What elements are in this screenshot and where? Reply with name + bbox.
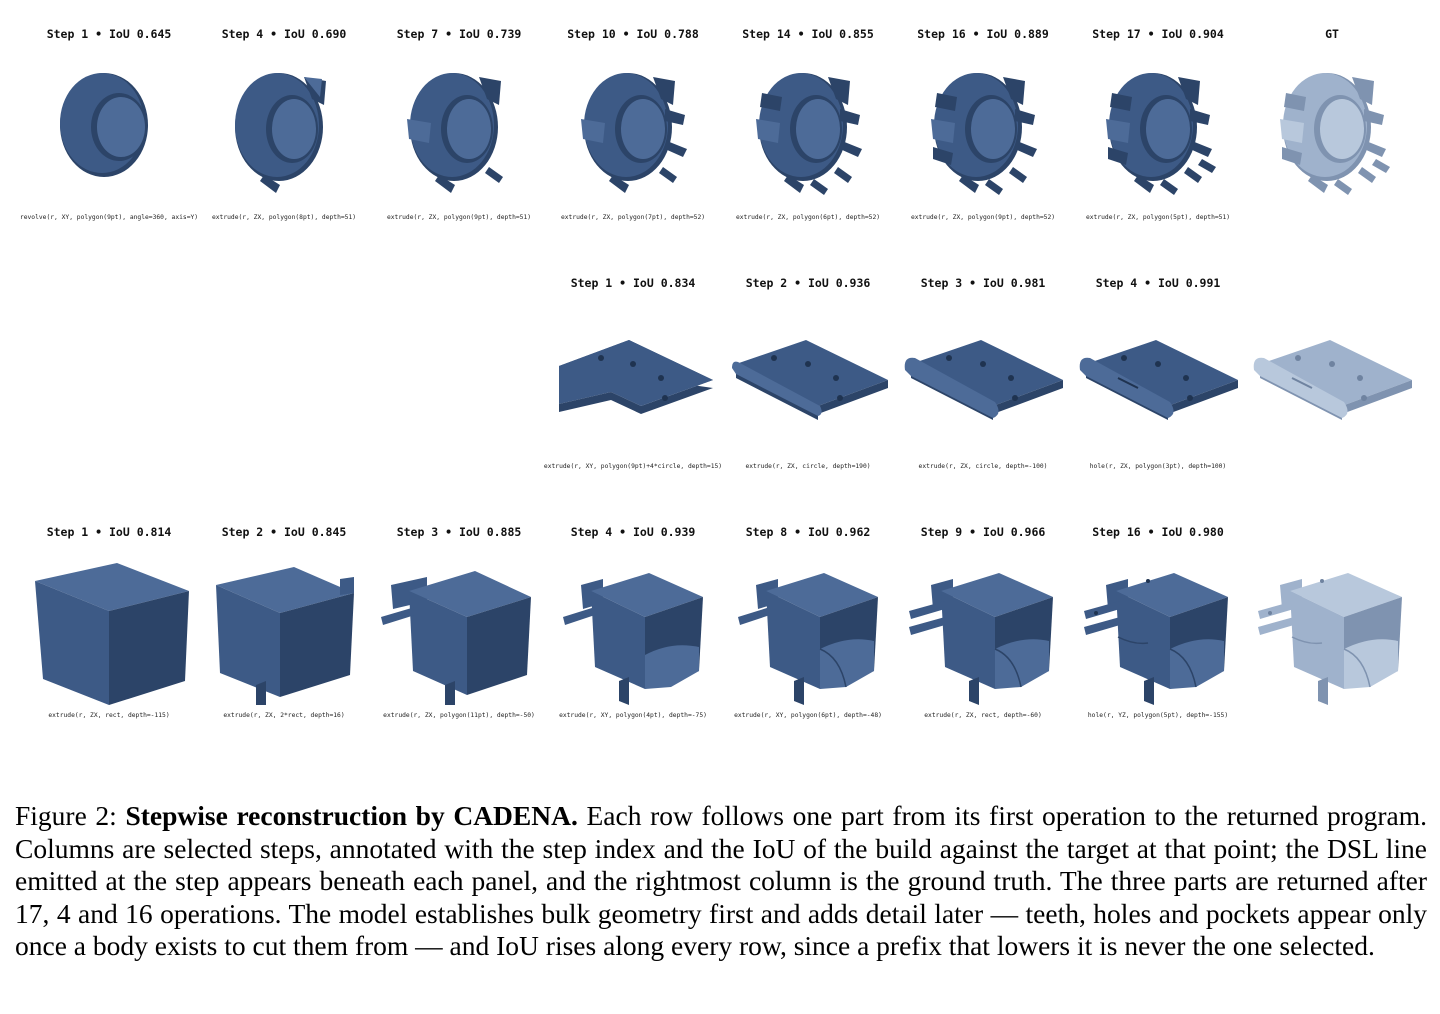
panel-code: extrude(r, ZX, polygon(11pt), depth=-50) <box>383 712 535 719</box>
panel-title: Step 16 • IoU 0.980 <box>1092 525 1224 539</box>
panel-code: extrude(r, ZX, polygon(7pt), depth=52) <box>560 214 706 221</box>
render-image <box>204 545 364 705</box>
render-image <box>903 47 1063 207</box>
panel-code: extrude(r, ZX, polygon(5pt), depth=51) <box>1085 214 1231 221</box>
panel-title: Step 4 • IoU 0.991 <box>1095 276 1221 290</box>
panel-r3-c5 <box>721 525 895 725</box>
panel-r3-c1 <box>22 525 196 725</box>
panel-r2-c3 <box>896 276 1070 476</box>
panel-r3-c6 <box>896 525 1070 725</box>
panel-code: extrude(r, ZX, polygon(9pt), depth=52) <box>910 214 1056 221</box>
ground-truth-image <box>1252 47 1412 207</box>
caption-title: Stepwise reconstruction by CADENA. <box>125 800 578 831</box>
panel-r1-c3 <box>372 27 546 227</box>
panel-r3-c2 <box>197 525 371 725</box>
panel-title: Step 7 • IoU 0.739 <box>396 27 522 41</box>
panel-code: extrude(r, ZX, polygon(8pt), depth=51) <box>211 214 357 221</box>
render-image <box>379 47 539 207</box>
panel-title: Step 16 • IoU 0.889 <box>917 27 1049 41</box>
panel-r1-c6 <box>896 27 1070 227</box>
render-image <box>553 47 713 207</box>
render-image <box>379 545 539 705</box>
panel-code: extrude(r, XY, polygon(4pt), depth=-75) <box>559 712 707 719</box>
render-image <box>728 296 888 456</box>
panel-title: Step 2 • IoU 0.936 <box>745 276 871 290</box>
ground-truth-image <box>1252 545 1412 705</box>
panel-r1-c7 <box>1071 27 1245 227</box>
render-image <box>553 545 713 705</box>
panel-code: extrude(r, ZX, rect, depth=-115) <box>48 712 170 719</box>
render-image <box>903 296 1063 456</box>
ground-truth-image <box>1252 296 1412 456</box>
panel-code: extrude(r, ZX, rect, depth=-60) <box>924 712 1042 719</box>
figure-caption <box>15 800 1427 963</box>
caption-label: Figure 2: <box>15 800 117 831</box>
panel-r3-c7 <box>1071 525 1245 725</box>
panel-r3-gt <box>1245 525 1419 725</box>
panel-code: extrude(r, XY, polygon(9pt)+4*circle, depth=15) <box>543 463 723 470</box>
panel-title: Step 10 • IoU 0.788 <box>567 27 699 41</box>
panel-r1-gt <box>1245 27 1419 227</box>
render-image <box>728 47 888 207</box>
panel-title: Step 17 • IoU 0.904 <box>1092 27 1224 41</box>
panel-r3-c4 <box>546 525 720 725</box>
panel-title: Step 2 • IoU 0.845 <box>221 525 347 539</box>
render-image <box>728 545 888 705</box>
render-image <box>1078 47 1238 207</box>
panel-r2-gt <box>1245 276 1419 476</box>
panel-title: Step 1 • IoU 0.814 <box>46 525 172 539</box>
panel-r2-c1 <box>543 276 723 476</box>
panel-code: extrude(r, ZX, circle, depth=190) <box>745 463 871 470</box>
panel-r1-c4 <box>546 27 720 227</box>
panel-code: extrude(r, ZX, circle, depth=-100) <box>918 463 1048 470</box>
panel-title: Step 1 • IoU 0.834 <box>570 276 696 290</box>
panel-title: Step 14 • IoU 0.855 <box>742 27 874 41</box>
panel-title: Step 4 • IoU 0.690 <box>221 27 347 41</box>
panel-code: extrude(r, ZX, 2*rect, depth=16) <box>223 712 345 719</box>
panel-title: Step 3 • IoU 0.981 <box>920 276 1046 290</box>
panel-r2-c4 <box>1071 276 1245 476</box>
panel-r2-c2 <box>721 276 895 476</box>
panel-r1-c5 <box>721 27 895 227</box>
panel-title: GT <box>1325 27 1339 41</box>
render-image <box>1078 545 1238 705</box>
panel-code: extrude(r, ZX, polygon(9pt), depth=51) <box>386 214 532 221</box>
panel-code: hole(r, YZ, polygon(5pt), depth=-155) <box>1087 712 1229 719</box>
panel-code: hole(r, ZX, polygon(3pt), depth=100) <box>1089 463 1227 470</box>
caption-text: Each row follows one part from its first operation to the returned program. Columns are selected steps, annotated with the step index and the IoU of the build against the target at that point; the DSL line emitted at the step appears beneath each panel, and the rightmost column is the ground truth. The three parts are returned after 17, 4 and 16 operations. The model establishes bulk geometry first and adds detail later — teeth, holes and pockets appear only once a body exists to cut them from — and IoU rises along every row, since a prefix that lowers it is never the one selected. <box>15 800 1427 962</box>
panel-title: Step 4 • IoU 0.939 <box>570 525 696 539</box>
panel-code: extrude(r, ZX, polygon(6pt), depth=52) <box>735 214 881 221</box>
render-image <box>204 47 364 207</box>
panel-code: revolve(r, XY, polygon(9pt), angle=360, axis=Y) <box>19 214 199 221</box>
render-image <box>29 47 189 207</box>
panel-r1-c2 <box>197 27 371 227</box>
render-image <box>1078 296 1238 456</box>
panel-r3-c3 <box>372 525 546 725</box>
panel-title: Step 3 • IoU 0.885 <box>396 525 522 539</box>
panel-title: Step 1 • IoU 0.645 <box>46 27 172 41</box>
render-image <box>29 545 189 705</box>
render-image <box>553 296 713 456</box>
panel-title: Step 8 • IoU 0.962 <box>745 525 871 539</box>
render-image <box>903 545 1063 705</box>
panel-r1-c1 <box>19 27 199 227</box>
panel-code: extrude(r, XY, polygon(6pt), depth=-48) <box>734 712 882 719</box>
panel-title: Step 9 • IoU 0.966 <box>920 525 1046 539</box>
